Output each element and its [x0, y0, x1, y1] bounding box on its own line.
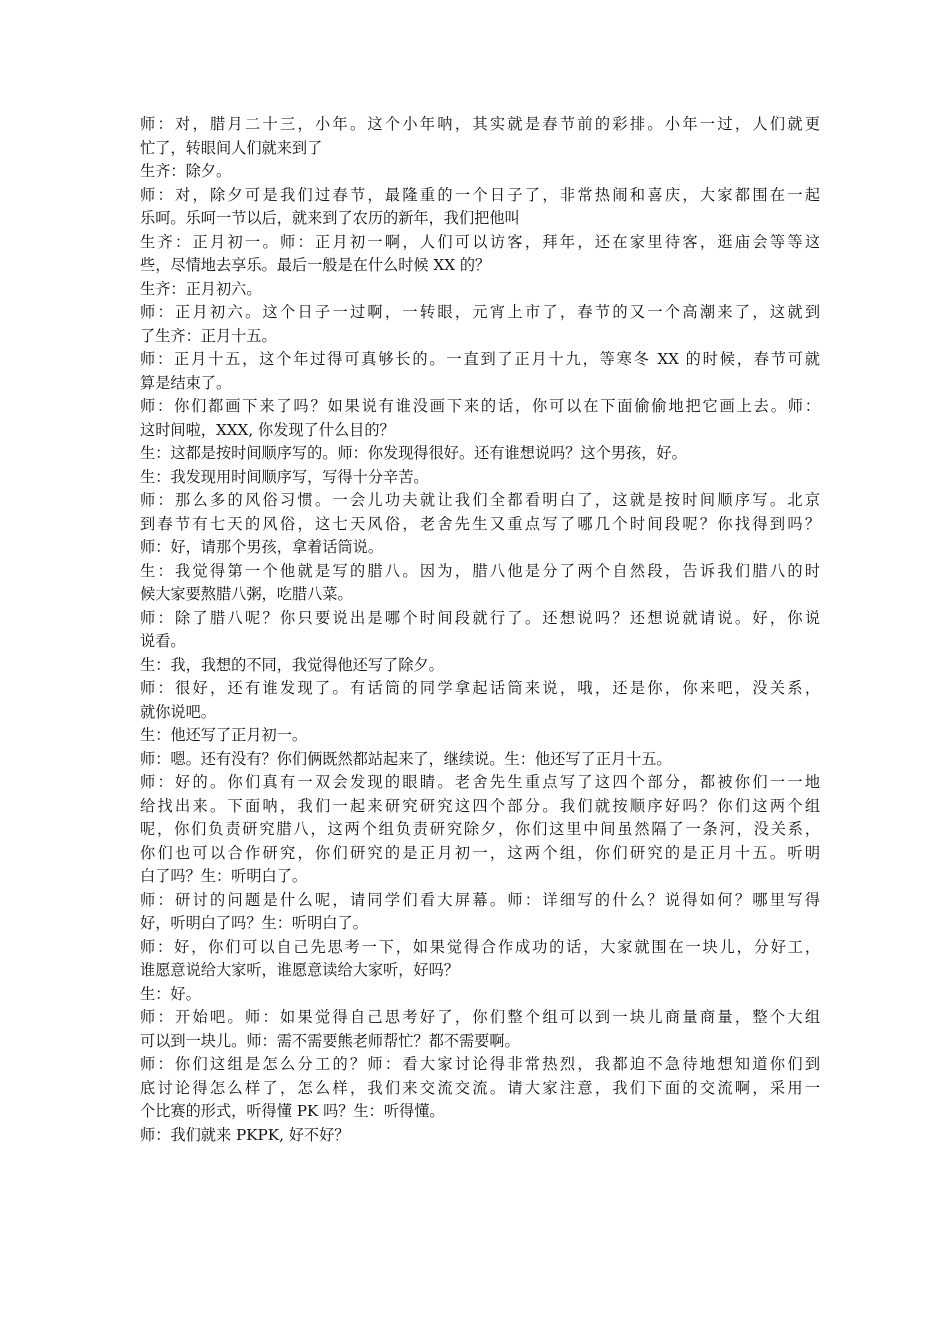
text-line: 生：他还写了正月初一。 [140, 726, 308, 744]
transcript-body [140, 113, 820, 1147]
text-line: 你们也可以合作研究，你们研究的是正月初一，这两个组，你们研究的是正月十五。听明 [140, 843, 820, 862]
text-line: 师：好的。你们真有一双会发现的眼睛。老舍先生重点写了这四个部分，都被你们一一地 [140, 773, 820, 791]
text-line: 生：好。 [140, 984, 201, 1003]
text-line: 生：这都是按时间顺序写的。师：你发现得很好。还有谁想说吗？这个男孩，好。 [140, 444, 687, 462]
text-line: 生：我，我想的不同，我觉得他还写了除夕。 [140, 655, 444, 674]
text-line: 底讨论得怎么样了，怎么样，我们来交流交流。请大家注意，我们下面的交流啊，采用一 [140, 1078, 820, 1097]
text-line: 就你说吧。 [140, 702, 216, 721]
text-line: 乐呵。乐呵一节以后，就来到了农历的新年，我们把他叫 [140, 209, 520, 227]
text-line: 师：正月初六。这个日子一过啊，一转眼，元宵上市了，春节的又一个高潮来了，这就到 [140, 303, 820, 321]
text-line: 师：那么多的风俗习惯。一会儿功夫就让我们全都看明白了，这就是按时间顺序写。北京 [140, 491, 820, 509]
text-line: 师：对，除夕可是我们过春节，最隆重的一个日子了，非常热闹和喜庆，大家都围在一起 [140, 185, 820, 204]
text-line: 师：嗯。还有没有？你们俩既然都站起来了，继续说。生：他还写了正月十五。 [140, 749, 672, 768]
text-line: 说看。 [140, 632, 186, 650]
text-line: 白了吗？生：听明白了。 [140, 867, 308, 885]
text-line: 个比赛的形式，听得懂 PK 吗？生：听得懂。 [140, 1102, 445, 1120]
text-line: 生：我发现用时间顺序写，写得十分辛苦。 [140, 467, 429, 486]
text-line: 谁愿意说给大家听，谁愿意读给大家听，好吗？ [140, 961, 459, 979]
text-line: 师：好，你们可以自己先思考一下，如果觉得合作成功的话，大家就围在一块儿，分好工， [140, 937, 820, 956]
text-line: 生：我觉得第一个他就是写的腊八。因为，腊八他是分了两个自然段，告诉我们腊八的时 [140, 561, 820, 580]
text-line: 给找出来。下面呐，我们一起来研究研究这四个部分。我们就按顺序好吗？你们这两个组 [140, 796, 820, 815]
text-line: 生齐：正月初六。 [140, 279, 262, 298]
text-line: 师：很好，还有谁发现了。有话筒的同学拿起话筒来说，哦，还是你，你来吧，没关系， [140, 679, 820, 697]
text-line: 师：除了腊八呢？你只要说出是哪个时间段就行了。还想说吗？还想说就请说。好，你说 [140, 608, 820, 627]
text-line: 生齐：除夕。 [140, 162, 232, 180]
text-line: 这时间啦，XXX, 你发现了什么目的？ [140, 420, 395, 439]
text-line: 候大家要熬腊八粥，吃腊八菜。 [140, 585, 353, 603]
text-line: 师：好，请那个男孩，拿着话筒说。 [140, 538, 383, 556]
text-line: 师：对，腊月二十三，小年。这个小年呐，其实就是春节前的彩排。小年一过，人们就更 [140, 115, 820, 133]
text-line: 忙了，转眼间人们就来到了 [140, 138, 323, 157]
text-line: 师：我们就来 PKPK, 好不好？ [140, 1125, 350, 1144]
text-line: 些，尽情地去享乐。最后一般是在什么时候 XX 的？ [140, 256, 491, 274]
text-line: 可以到一块儿。师：需不需要熊老师帮忙？都不需要啊。 [140, 1031, 520, 1050]
text-line: 呢，你们负责研究腊八，这两个组负责研究除夕，你们这里中间虽然隔了一条河，没关系， [140, 820, 820, 838]
text-line: 好，听明白了吗？生：听明白了。 [140, 914, 368, 932]
text-line: 算是结束了。 [140, 373, 232, 392]
text-line: 师：正月十五，这个年过得可真够长的。一直到了正月十九，等寒冬 XX 的时候，春节可就 [140, 350, 820, 368]
text-line: 生齐：正月初一。师：正月初一啊，人们可以访客，拜年，还在家里待客，逛庙会等等这 [140, 232, 820, 251]
text-line: 到春节有七天的风俗，这七天风俗，老舍先生又重点写了哪几个时间段呢？你找得到吗？ [140, 514, 820, 533]
text-line: 了生齐：正月十五。 [140, 326, 277, 345]
text-line: 师：开始吧。师：如果觉得自己思考好了，你们整个组可以到一块儿商量商量，整个大组 [140, 1008, 820, 1026]
text-line: 师：你们这组是怎么分工的？师：看大家讨论得非常热烈，我都迫不急待地想知道你们到 [140, 1055, 820, 1073]
text-line: 师：你们都画下来了吗？如果说有谁没画下来的话，你可以在下面偷偷地把它画上去。师： [140, 397, 820, 415]
text-line: 师：研讨的问题是什么呢，请同学们看大屏幕。师：详细写的什么？说得如何？哪里写得 [140, 890, 820, 909]
